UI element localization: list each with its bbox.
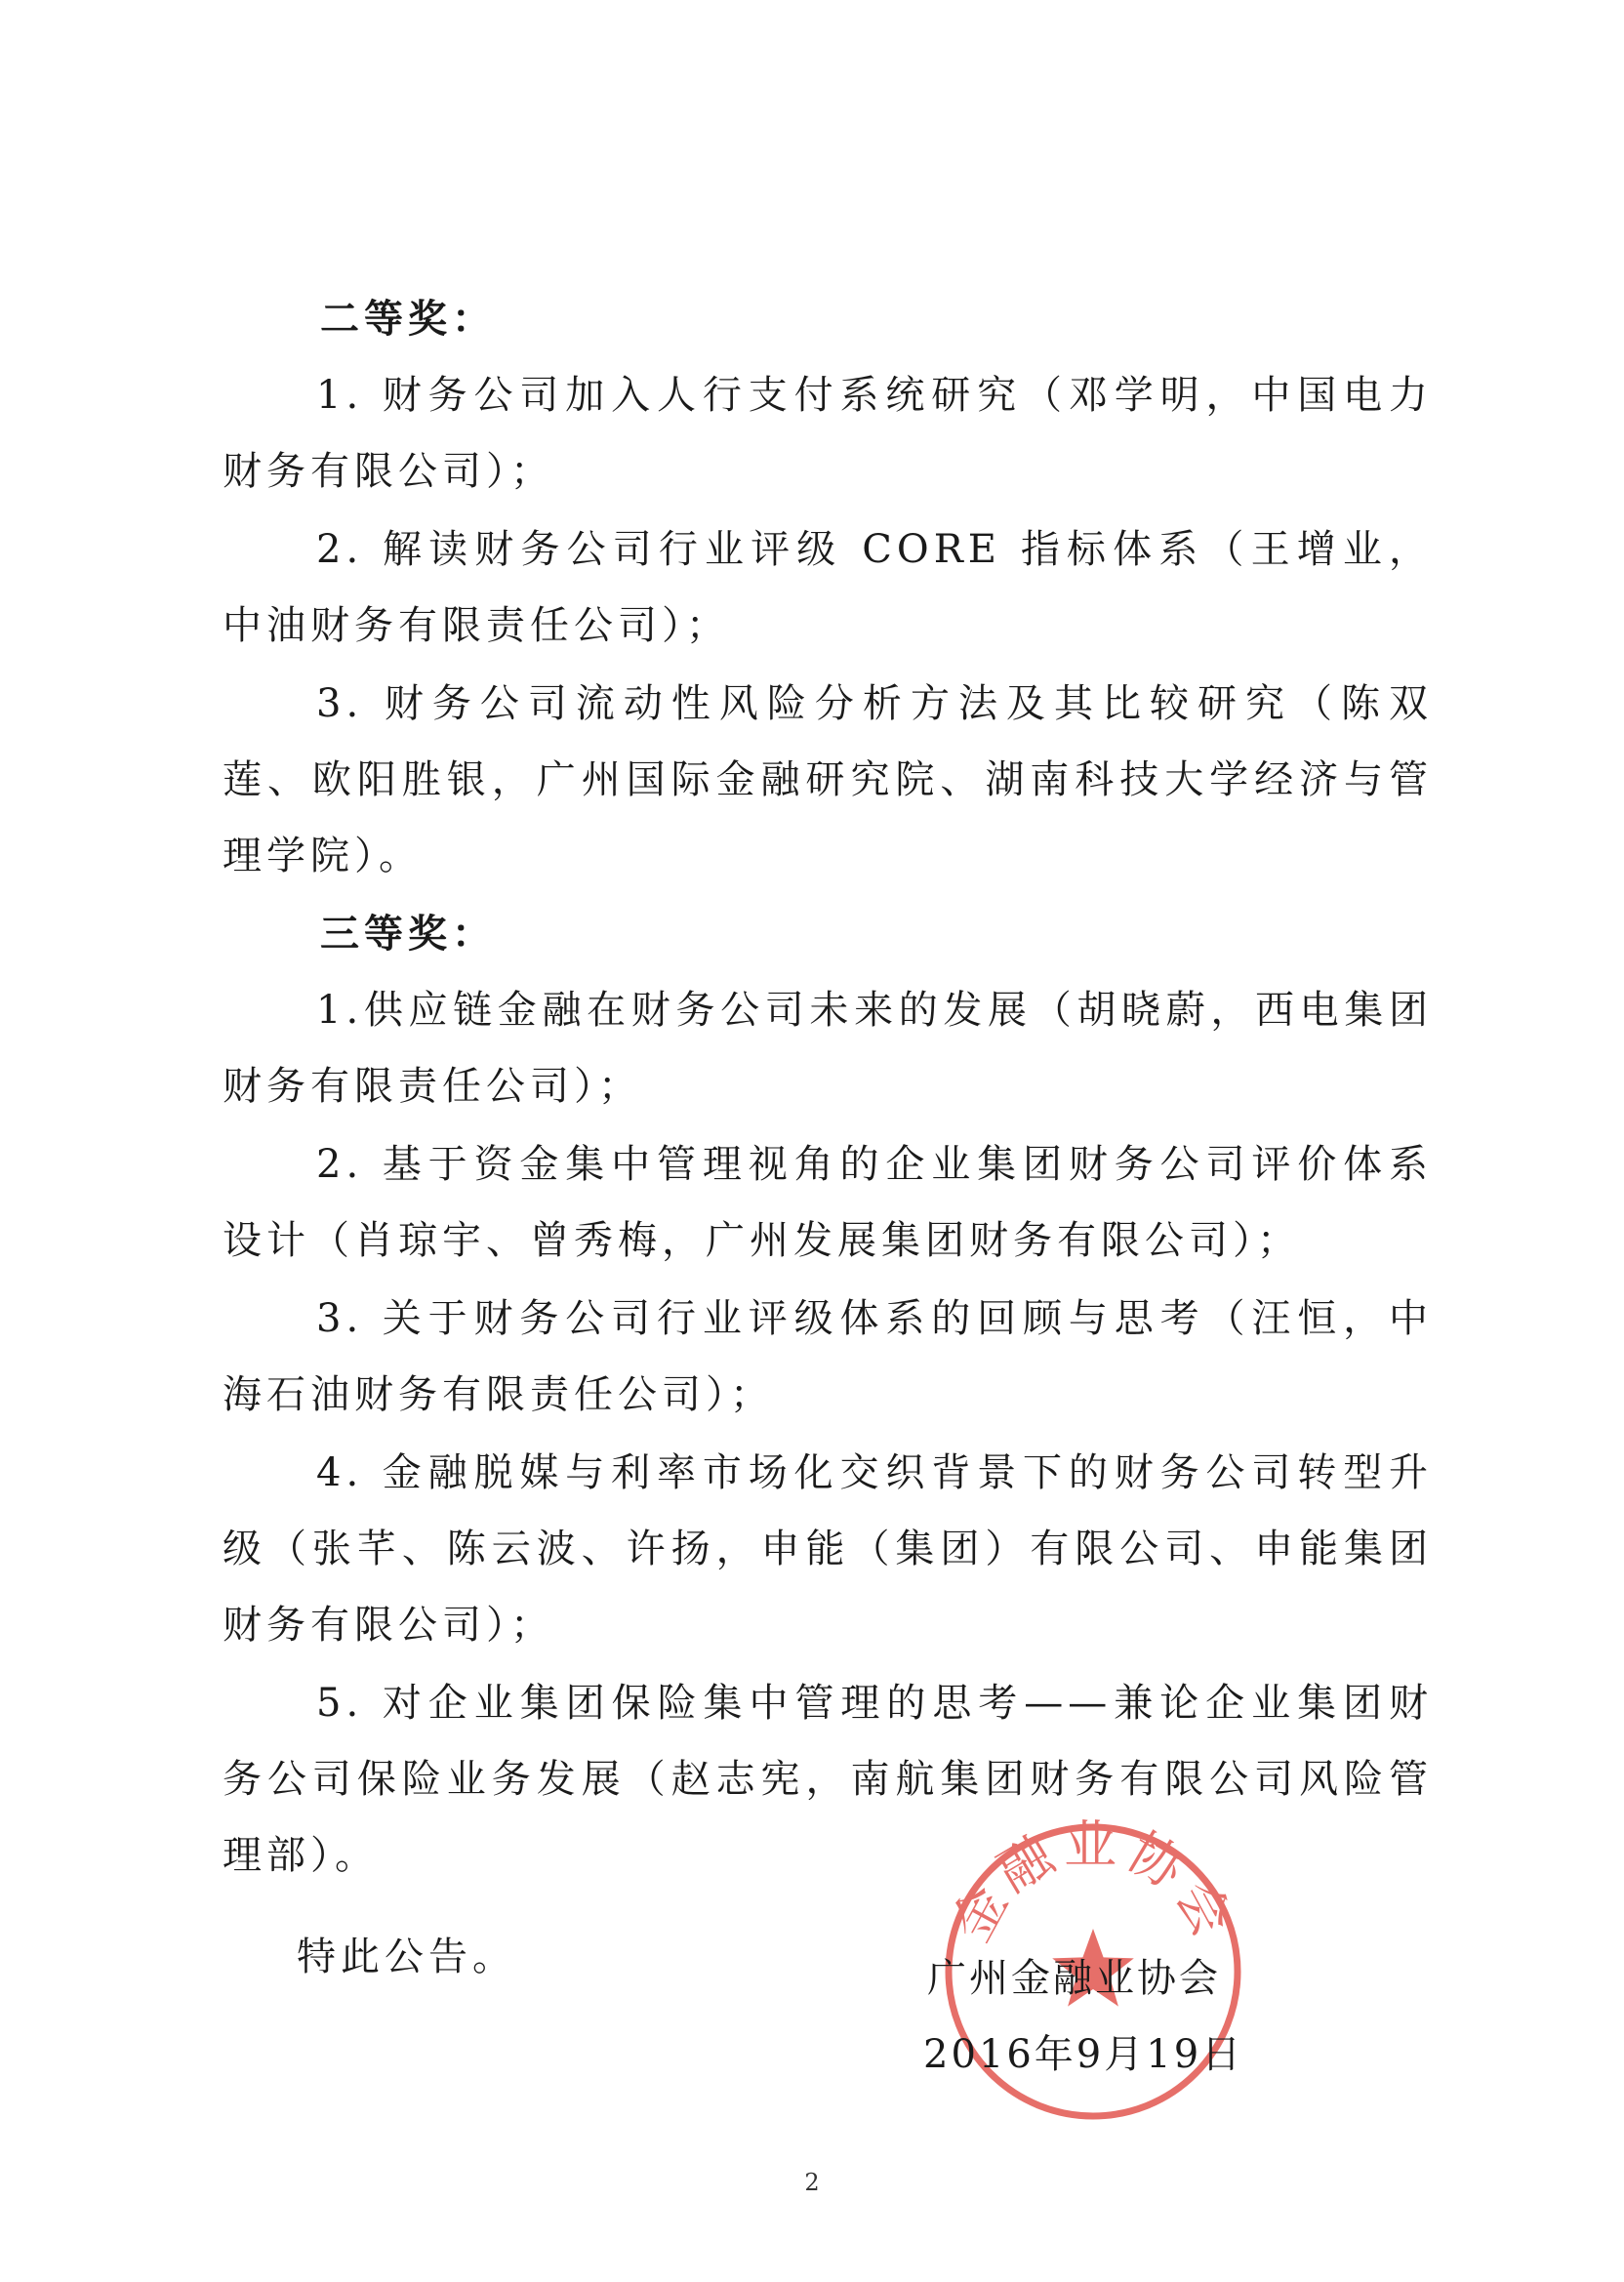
document-body xyxy=(223,281,1433,1995)
second-prize-heading: 二等奖： xyxy=(320,296,496,342)
page-number: 2 xyxy=(804,2169,820,2196)
third-prize-item: 3. 关于财务公司行业评级体系的回顾与思考（汪恒，中海石油财务有限责任公司）； xyxy=(223,1296,1433,1417)
closing-statement: 特此公告。 xyxy=(297,1935,516,1979)
second-prize-item: 1. 财务公司加入人行支付系统研究（邓学明，中国电力财务有限公司）； xyxy=(223,373,1433,494)
second-prize-item: 3. 财务公司流动性风险分析方法及其比较研究（陈双莲、欧阳胜银，广州国际金融研究院、湖南科技大学经济与管理学院）。 xyxy=(223,681,1433,878)
signature-block xyxy=(923,1940,1243,2093)
signature-organization: 广州金融业协会 xyxy=(927,1956,1221,2001)
signature-date: 2016年9月19日 xyxy=(923,2032,1244,2077)
third-prize-item: 1.供应链金融在财务公司未来的发展（胡晓蔚，西电集团财务有限责任公司）； xyxy=(223,988,1433,1109)
third-prize-item: 4. 金融脱媒与利率市场化交织背景下的财务公司转型升级（张芊、陈云波、许扬，申能（集团）有限公司、申能集团财务有限公司）； xyxy=(223,1450,1433,1648)
seal-text: 金融业协会 xyxy=(942,1815,1244,1951)
second-prize-item: 2. 解读财务公司行业评级 CORE 指标体系（王增业，中油财务有限责任公司）； xyxy=(223,527,1433,648)
third-prize-item: 2. 基于资金集中管理视角的企业集团财务公司评价体系设计（肖琼宇、曾秀梅，广州发展集团财务有限公司）； xyxy=(223,1142,1433,1263)
third-prize-heading: 三等奖： xyxy=(320,911,496,957)
third-prize-item: 5. 对企业集团保险集中管理的思考——兼论企业集团财务公司保险业务发展（赵志宪，南航集团财务有限公司风险管理部）。 xyxy=(223,1681,1433,1878)
